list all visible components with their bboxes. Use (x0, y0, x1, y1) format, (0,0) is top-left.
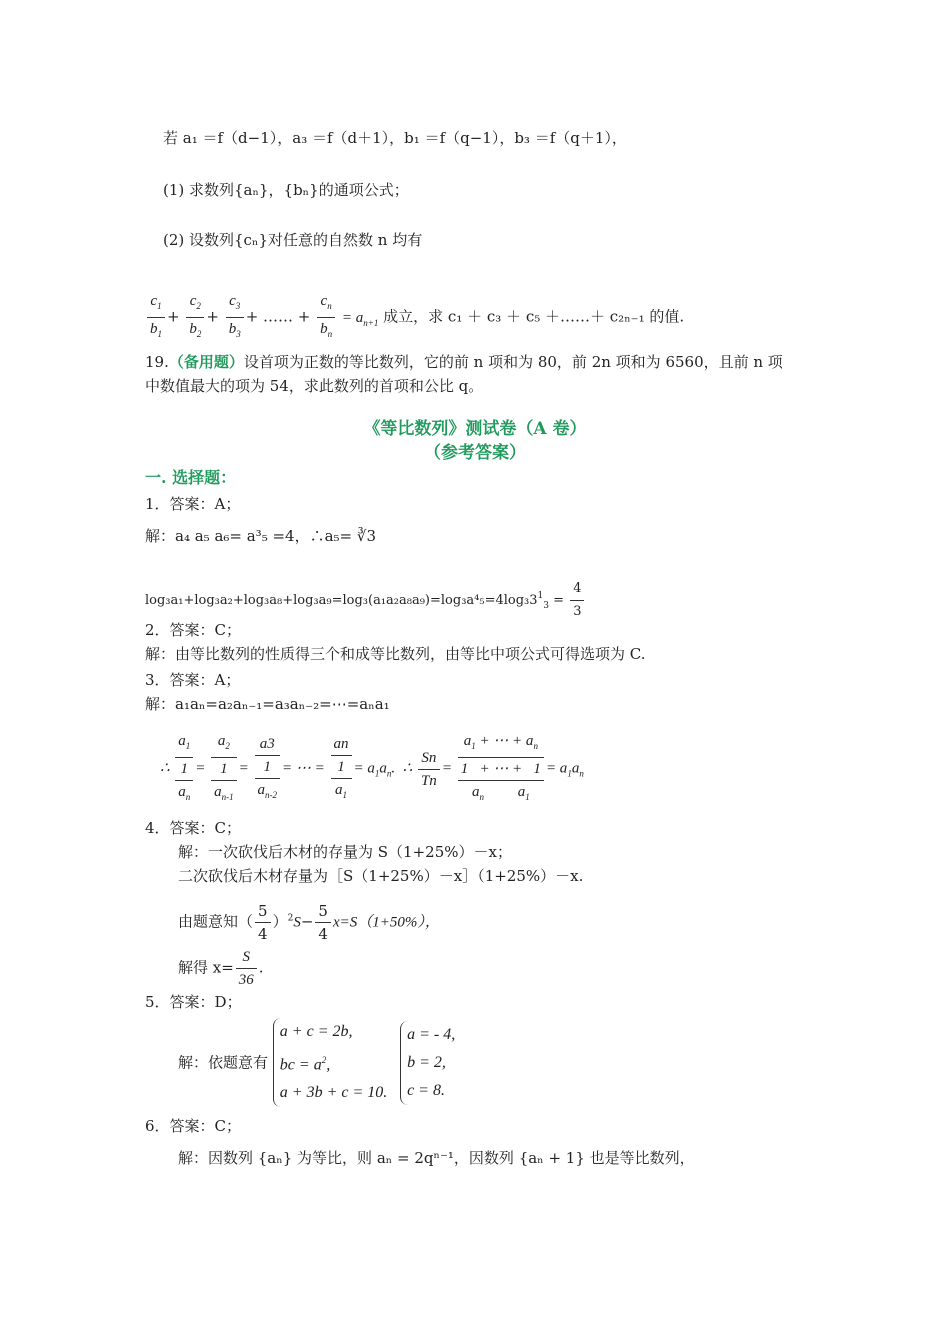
system-equations: a + c = 2b, bc = $a^2$, a + 3b + c = 10. (273, 1018, 388, 1107)
answer-3: 3．答案：A； (145, 671, 241, 689)
answer-4: 4．答案：C； (145, 819, 242, 837)
fraction-a1: $a_1$ 1 $a_n$ (175, 730, 193, 808)
section-heading: 一. 选择题： (145, 468, 237, 487)
fraction-c2-b2: $\frac{c_2}{b_2}$ (186, 290, 204, 345)
answer-2-solution: 解：由等比数列的性质得三个和成等比数列，由等比中项公式可得选项为 C. (145, 645, 646, 663)
fraction-cn-bn: $\frac{c_n}{b_n}$ (317, 290, 335, 345)
answer-2: 2．答案：C； (145, 621, 242, 639)
answer-5: 5．答案：D； (145, 993, 242, 1011)
fraction-a2: $a_2$ 1 $a_{n-1}$ (211, 730, 237, 808)
answer-1-solution: 解：a₄ a₅ a₆= a³₅ =4，∴a₅= ∛3 (145, 527, 376, 545)
answer-4-step-3: 由题意知（ $\frac{5}{4}$ ）$^2$S− $\frac{5}{4}$ x=S（1+50%）， (178, 902, 440, 943)
fraction-sum-ratio: $a_1$ + ⋯ + $a_n$ 1 + ⋯ + 1 $a_n$ $a_1$ (458, 730, 544, 808)
answer-6: 6．答案：C； (145, 1117, 242, 1135)
answer-4-step-2: 二次砍伐后木材存量为［S（1+25%）－x］（1+25%）－x. (178, 867, 584, 885)
fraction-5-4-b: $\frac{5}{4}$ (315, 900, 331, 945)
page-subtitle: （参考答案） (424, 443, 526, 463)
fraction-4-3: $\frac{4}{3}$ (570, 578, 584, 623)
fraction-c1-b1: $\frac{c_1}{b_1}$ (147, 290, 165, 345)
fraction-an: an 1 $a_1$ (331, 733, 352, 806)
condition-line: 若 a₁ ＝f（d−1），a₃ ＝f（d＋1），b₁ ＝f（q−1），b₃ ＝f（q＋1）， (163, 129, 627, 147)
system-solution: a = - 4, b = 2, c = 8. (400, 1021, 455, 1105)
answer-6-solution: 解：因数列 {aₙ} 为等比，则 aₙ = 2qⁿ⁻¹，因数列 {aₙ + 1} 也是等比数列， (178, 1149, 695, 1167)
page-title: 《等比数列》测试卷（A 卷） (363, 419, 587, 439)
part-2-line: (2) 设数列{cₙ}对任意的自然数 n 均有 (163, 231, 423, 249)
answer-4-step-4: 解得 x= $\frac{S}{36}$ . (178, 946, 264, 991)
fraction-s-36: $\frac{S}{36}$ (236, 946, 257, 991)
backup-question-tag: （备用题） (168, 353, 244, 371)
fraction-a3: a3 1 $a_{n-2}$ (255, 733, 281, 806)
fraction-sn-tn: $\frac{Sn}{Tn}$ (418, 747, 440, 792)
answer-1-log-line: $\log_3a_1+\log_3a_2+\log_3a_8+\log_3a_9=\log_3(a_1a_2a_8a_9)=\log_3a^4_5=4\log_33^1_3$ = $\frac{4}{3}$ (145, 578, 586, 623)
answer-3-formula: ∴ $a_1$ 1 $a_n$ = $a_2$ 1 $a_{n-1}$ = a3 1 $a_{n-2}$ = ⋯ = an 1 $a_1$ = $a_1a_n$. ∴ $\frac{Sn}{Tn}$ = $a_1$ + ⋯ + $a_n$ 1 + ⋯ + 1 $a_n$ $a_1$ = $a_1a_n$ (160, 730, 584, 808)
fraction-c3-b3: $\frac{c_3}{b_3}$ (226, 290, 244, 345)
answer-1: 1．答案：A； (145, 495, 241, 513)
part-1-line: (1) 求数列{aₙ}，{bₙ}的通项公式； (163, 181, 409, 199)
answer-4-step-1: 解：一次砍伐后木材的存量为 S（1+25%）－x； (178, 843, 512, 861)
sum-formula-tail: 成立，求 c₁ ＋ c₃ ＋ c₅ ＋……＋ c₂ₙ₋₁ 的值. (383, 307, 685, 326)
fraction-5-4: $\frac{5}{4}$ (255, 900, 271, 945)
answer-3-solution: 解：a₁aₙ=a₂aₙ₋₁=a₃aₙ₋₂=⋯=aₙa₁ (145, 695, 390, 713)
question-19-line-a: 19.（备用题）设首项为正数的等比数列，它的前 n 项和为 80，前 2n 项和为 6560，且前 n 项 (145, 353, 783, 371)
answer-5-solution: 解：依题意有 a + c = 2b, bc = $a^2$, a + 3b + c = 10. a = - 4, b = 2, c = 8. (178, 1018, 455, 1107)
sum-formula-line: $\frac{c_1}{b_1}$ + $\frac{c_2}{b_2}$ + $\frac{c_3}{b_3}$ + …… + $\frac{c_n}{b_n}$ = $a_{n+1}$ 成立，求 c₁ ＋ c₃ ＋ c₅ ＋……＋ c₂ₙ₋₁ 的值. (145, 290, 684, 345)
question-19-line-b: 中数值最大的项为 54，求此数列的首项和公比 q。 (145, 377, 484, 395)
